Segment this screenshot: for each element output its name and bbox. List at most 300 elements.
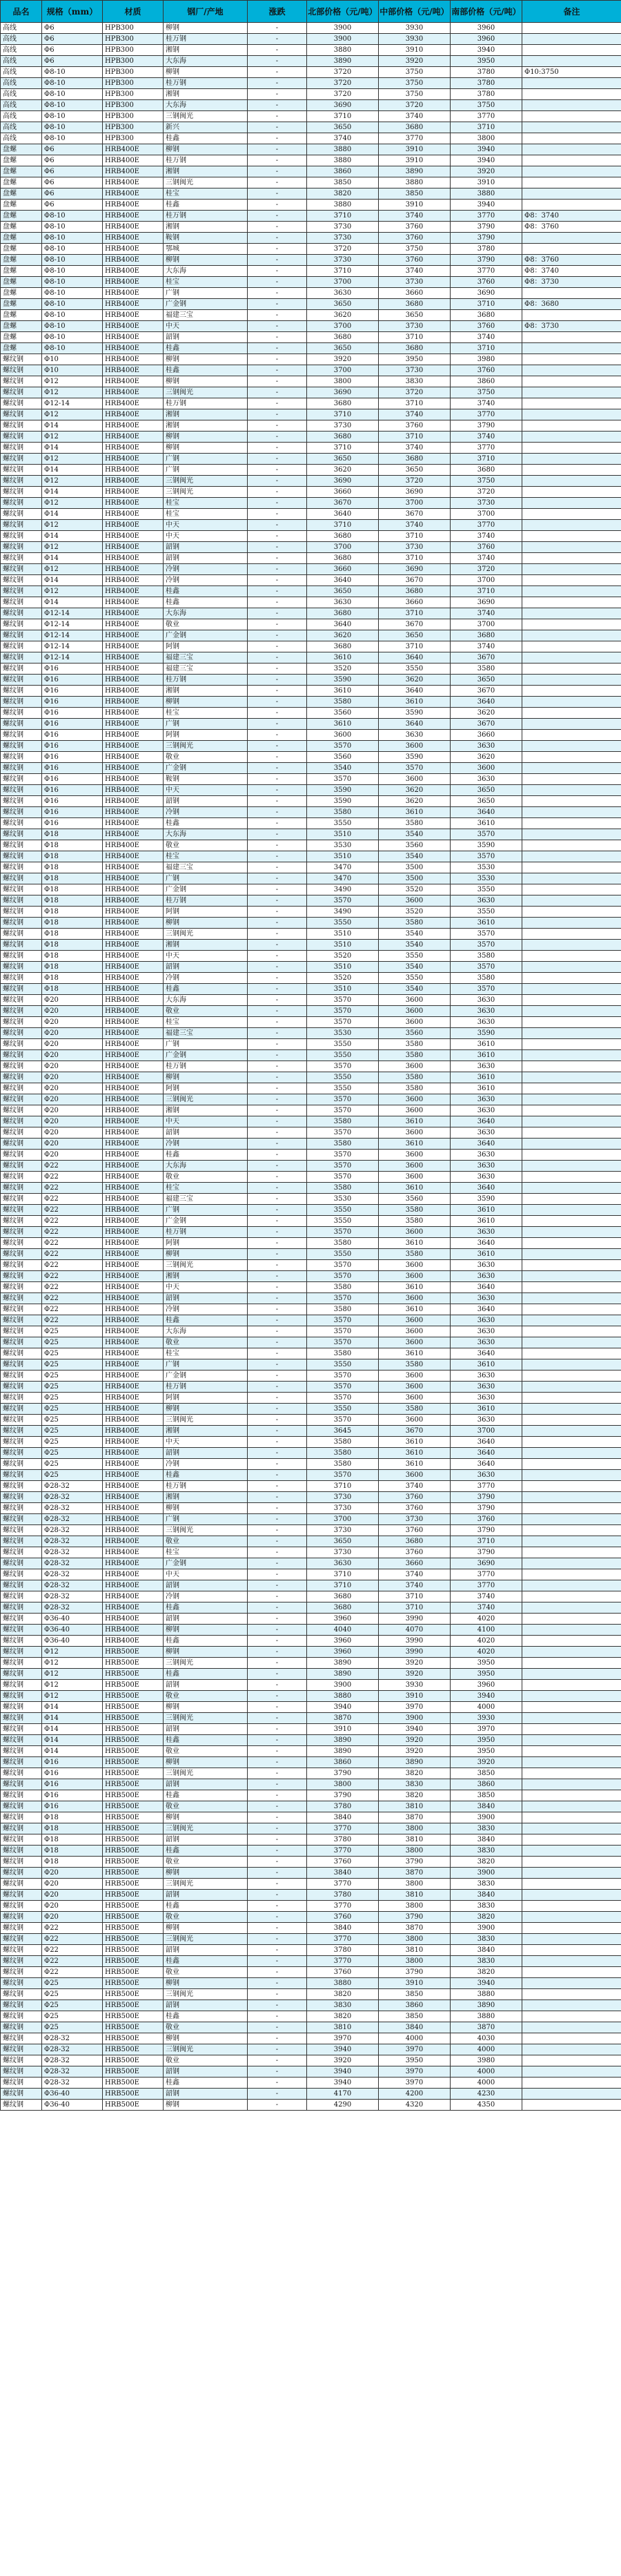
cell-central-price: 3690 <box>379 564 451 575</box>
cell-product: 盘螺 <box>1 277 42 288</box>
cell-note <box>522 1470 621 1481</box>
cell-change: - <box>248 675 307 686</box>
table-row <box>1 940 621 951</box>
table-row <box>1 664 621 675</box>
cell-north-price: 3730 <box>307 420 379 432</box>
cell-change: - <box>248 984 307 995</box>
cell-central-price: 3920 <box>379 1735 451 1746</box>
cell-mill: 敬业 <box>164 619 248 630</box>
table-row <box>1 840 621 851</box>
cell-material: HRB500E <box>103 1945 164 1956</box>
cell-material: HRB400E <box>103 332 164 343</box>
cell-south-price: 3640 <box>451 1348 522 1359</box>
table-row <box>1 1989 621 2000</box>
cell-south-price: 3700 <box>451 619 522 630</box>
table-row <box>1 1669 621 1680</box>
cell-north-price: 3710 <box>307 1569 379 1580</box>
cell-central-price: 3560 <box>379 1194 451 1205</box>
cell-south-price: 3760 <box>451 542 522 553</box>
cell-mill: 桂万钢 <box>164 398 248 409</box>
cell-change: - <box>248 1293 307 1304</box>
cell-change: - <box>248 1359 307 1371</box>
cell-spec: Φ16 <box>42 664 103 675</box>
cell-product: 螺纹钢 <box>1 752 42 763</box>
cell-central-price: 3580 <box>379 1072 451 1083</box>
cell-central-price: 3580 <box>379 1216 451 1227</box>
cell-spec: Φ12 <box>42 1680 103 1691</box>
cell-product: 螺纹钢 <box>1 1923 42 1934</box>
cell-south-price: 3740 <box>451 1602 522 1614</box>
table-row <box>1 796 621 807</box>
cell-central-price: 3740 <box>379 211 451 222</box>
cell-note <box>522 1901 621 1912</box>
table-row <box>1 1514 621 1525</box>
cell-material: HRB400E <box>103 1304 164 1315</box>
cell-spec: Φ16 <box>42 785 103 796</box>
cell-material: HRB400E <box>103 1492 164 1503</box>
cell-material: HRB400E <box>103 177 164 188</box>
cell-material: HRB500E <box>103 1779 164 1790</box>
cell-material: HRB400E <box>103 586 164 597</box>
table-row <box>1 586 621 597</box>
table-row <box>1 1868 621 1879</box>
cell-change: - <box>248 155 307 166</box>
cell-change: - <box>248 34 307 45</box>
cell-south-price: 3710 <box>451 343 522 354</box>
cell-central-price: 3850 <box>379 2011 451 2022</box>
cell-material: HRB400E <box>103 907 164 918</box>
cell-mill: 韶钢 <box>164 553 248 564</box>
cell-material: HRB400E <box>103 1558 164 1569</box>
cell-material: HRB400E <box>103 1216 164 1227</box>
cell-product: 螺纹钢 <box>1 1812 42 1823</box>
cell-north-price: 3510 <box>307 829 379 840</box>
cell-central-price: 3670 <box>379 619 451 630</box>
cell-spec: Φ14 <box>42 1724 103 1735</box>
cell-material: HRB400E <box>103 1326 164 1337</box>
cell-central-price: 3630 <box>379 730 451 741</box>
cell-change: - <box>248 785 307 796</box>
cell-change: - <box>248 1371 307 1382</box>
cell-material: HRB400E <box>103 1359 164 1371</box>
cell-mill: 韶钢 <box>164 1448 248 1459</box>
cell-material: HRB400E <box>103 1614 164 1625</box>
table-row <box>1 420 621 432</box>
table-row <box>1 1470 621 1481</box>
cell-central-price: 3540 <box>379 829 451 840</box>
table-row <box>1 454 621 465</box>
cell-mill: 阿钢 <box>164 730 248 741</box>
cell-central-price: 3740 <box>379 1481 451 1492</box>
table-row <box>1 365 621 376</box>
table-row <box>1 1901 621 1912</box>
cell-north-price: 3590 <box>307 675 379 686</box>
table-row <box>1 1547 621 1558</box>
cell-note <box>522 597 621 608</box>
cell-mill: 广金钢 <box>164 1558 248 1569</box>
table-row <box>1 310 621 321</box>
cell-note <box>522 166 621 177</box>
cell-north-price: 3940 <box>307 2066 379 2078</box>
cell-central-price: 4070 <box>379 1625 451 1636</box>
cell-product: 螺纹钢 <box>1 1834 42 1846</box>
cell-central-price: 3740 <box>379 443 451 454</box>
cell-change: - <box>248 1006 307 1017</box>
cell-mill: 阿钢 <box>164 1083 248 1094</box>
cell-mill: 桂万钢 <box>164 1061 248 1072</box>
cell-spec: Φ8-10 <box>42 277 103 288</box>
table-row <box>1 1636 621 1647</box>
cell-mill: 柳钢 <box>164 1404 248 1415</box>
cell-note <box>522 829 621 840</box>
cell-change: - <box>248 1326 307 1337</box>
cell-change: - <box>248 1989 307 2000</box>
cell-mill: 柳钢 <box>164 1702 248 1713</box>
cell-south-price: 3830 <box>451 1934 522 1945</box>
cell-product: 螺纹钢 <box>1 1105 42 1116</box>
cell-spec: Φ12-14 <box>42 608 103 619</box>
cell-south-price: 3640 <box>451 1183 522 1194</box>
cell-south-price: 3850 <box>451 1790 522 1801</box>
cell-central-price: 3590 <box>379 752 451 763</box>
cell-note <box>522 1304 621 1315</box>
cell-material: HRB400E <box>103 1404 164 1415</box>
cell-material: HRB400E <box>103 940 164 951</box>
cell-change: - <box>248 420 307 432</box>
cell-product: 螺纹钢 <box>1 1437 42 1448</box>
cell-south-price: 3820 <box>451 1967 522 1978</box>
cell-material: HPB300 <box>103 133 164 144</box>
cell-change: - <box>248 1150 307 1161</box>
table-row <box>1 1625 621 1636</box>
cell-central-price: 3560 <box>379 1028 451 1039</box>
cell-note <box>522 1006 621 1017</box>
cell-material: HRB500E <box>103 2022 164 2033</box>
cell-spec: Φ14 <box>42 597 103 608</box>
cell-note <box>522 1238 621 1249</box>
cell-north-price: 3960 <box>307 1636 379 1647</box>
cell-mill: 三钢闽光 <box>164 1658 248 1669</box>
cell-south-price: 3960 <box>451 34 522 45</box>
cell-spec: Φ8-10 <box>42 122 103 133</box>
cell-product: 螺纹钢 <box>1 1161 42 1172</box>
cell-mill: 桂鑫 <box>164 1636 248 1647</box>
cell-note <box>522 1393 621 1404</box>
cell-product: 螺纹钢 <box>1 1039 42 1050</box>
cell-north-price: 3510 <box>307 984 379 995</box>
cell-north-price: 3520 <box>307 951 379 962</box>
cell-south-price: 3630 <box>451 774 522 785</box>
cell-central-price: 3680 <box>379 586 451 597</box>
cell-note <box>522 454 621 465</box>
cell-material: HRB400E <box>103 597 164 608</box>
cell-north-price: 3680 <box>307 531 379 542</box>
cell-spec: Φ28-32 <box>42 1525 103 1536</box>
cell-spec: Φ12-14 <box>42 630 103 641</box>
cell-note <box>522 1691 621 1702</box>
cell-spec: Φ36-40 <box>42 2089 103 2100</box>
cell-central-price: 3660 <box>379 597 451 608</box>
table-row <box>1 1017 621 1028</box>
cell-product: 螺纹钢 <box>1 1636 42 1647</box>
cell-south-price: 3640 <box>451 1448 522 1459</box>
cell-product: 螺纹钢 <box>1 1481 42 1492</box>
cell-material: HRB400E <box>103 432 164 443</box>
table-row <box>1 1415 621 1426</box>
cell-spec: Φ28-32 <box>42 1580 103 1591</box>
table-row <box>1 487 621 498</box>
cell-spec: Φ20 <box>42 1061 103 1072</box>
cell-mill: 敬业 <box>164 2022 248 2033</box>
cell-central-price: 3860 <box>379 2000 451 2011</box>
cell-material: HRB400E <box>103 420 164 432</box>
cell-note <box>522 1150 621 1161</box>
cell-change: - <box>248 1382 307 1393</box>
cell-mill: 三钢闽光 <box>164 1823 248 1834</box>
cell-central-price: 3750 <box>379 89 451 100</box>
cell-note <box>522 1967 621 1978</box>
cell-north-price: 3700 <box>307 277 379 288</box>
cell-material: HRB500E <box>103 1890 164 1901</box>
cell-material: HRB400E <box>103 1547 164 1558</box>
cell-spec: Φ20 <box>42 1139 103 1150</box>
cell-note <box>522 962 621 973</box>
table-row <box>1 2100 621 2111</box>
cell-south-price: 3700 <box>451 509 522 520</box>
cell-north-price: 3470 <box>307 873 379 884</box>
cell-change: - <box>248 1625 307 1636</box>
cell-material: HRB400E <box>103 1161 164 1172</box>
cell-north-price: 3810 <box>307 2022 379 2033</box>
cell-product: 螺纹钢 <box>1 1393 42 1404</box>
cell-mill: 敬业 <box>164 1006 248 1017</box>
cell-spec: Φ22 <box>42 1183 103 1194</box>
cell-note <box>522 1348 621 1359</box>
cell-change: - <box>248 122 307 133</box>
table-row <box>1 465 621 476</box>
cell-material: HRB400E <box>103 984 164 995</box>
cell-note <box>522 1823 621 1834</box>
cell-central-price: 3580 <box>379 1205 451 1216</box>
cell-product: 螺纹钢 <box>1 730 42 741</box>
cell-change: - <box>248 1868 307 1879</box>
cell-central-price: 3600 <box>379 995 451 1006</box>
table-row <box>1 1702 621 1713</box>
cell-north-price: 3570 <box>307 1271 379 1282</box>
cell-change: - <box>248 608 307 619</box>
cell-central-price: 3750 <box>379 244 451 255</box>
table-row <box>1 873 621 884</box>
cell-note <box>522 1713 621 1724</box>
cell-mill: 三钢闽光 <box>164 1934 248 1945</box>
cell-change: - <box>248 1525 307 1536</box>
cell-product: 螺纹钢 <box>1 2089 42 2100</box>
cell-central-price: 3950 <box>379 2055 451 2066</box>
cell-mill: 韶钢 <box>164 1834 248 1846</box>
cell-product: 盘螺 <box>1 155 42 166</box>
cell-change: - <box>248 1393 307 1404</box>
cell-central-price: 4000 <box>379 2033 451 2044</box>
cell-material: HRB500E <box>103 1868 164 1879</box>
cell-note <box>522 100 621 111</box>
cell-change: - <box>248 730 307 741</box>
cell-south-price: 3630 <box>451 1393 522 1404</box>
cell-south-price: 3740 <box>451 1591 522 1602</box>
cell-change: - <box>248 1658 307 1669</box>
cell-note <box>522 288 621 299</box>
cell-north-price: 3550 <box>307 818 379 829</box>
cell-spec: Φ12 <box>42 564 103 575</box>
cell-spec: Φ25 <box>42 1382 103 1393</box>
cell-central-price: 3970 <box>379 1702 451 1713</box>
cell-north-price: 3610 <box>307 652 379 664</box>
cell-spec: Φ22 <box>42 1956 103 1967</box>
cell-material: HRB400E <box>103 1382 164 1393</box>
cell-material: HRB400E <box>103 1448 164 1459</box>
cell-spec: Φ18 <box>42 951 103 962</box>
cell-note <box>522 1680 621 1691</box>
cell-spec: Φ18 <box>42 929 103 940</box>
cell-spec: Φ22 <box>42 1282 103 1293</box>
table-row <box>1 564 621 575</box>
cell-south-price: 3630 <box>451 1271 522 1282</box>
cell-spec: Φ22 <box>42 1315 103 1326</box>
cell-note <box>522 918 621 929</box>
cell-product: 螺纹钢 <box>1 619 42 630</box>
cell-material: HRB400E <box>103 1039 164 1050</box>
cell-material: HRB400E <box>103 1470 164 1481</box>
cell-product: 螺纹钢 <box>1 1658 42 1669</box>
table-row <box>1 211 621 222</box>
cell-north-price: 3860 <box>307 1757 379 1768</box>
table-row <box>1 1183 621 1194</box>
cell-product: 螺纹钢 <box>1 2044 42 2055</box>
cell-mill: 韶钢 <box>164 1614 248 1625</box>
cell-product: 螺纹钢 <box>1 1912 42 1923</box>
cell-note: Φ8：3740 <box>522 266 621 277</box>
table-row <box>1 752 621 763</box>
cell-change: - <box>248 1879 307 1890</box>
cell-change: - <box>248 918 307 929</box>
table-row <box>1 1404 621 1415</box>
cell-south-price: 3780 <box>451 244 522 255</box>
cell-south-price: 3680 <box>451 630 522 641</box>
cell-mill: 中天 <box>164 531 248 542</box>
table-row <box>1 1591 621 1602</box>
cell-product: 螺纹钢 <box>1 1249 42 1260</box>
table-row <box>1 608 621 619</box>
cell-north-price: 3720 <box>307 78 379 89</box>
cell-central-price: 3680 <box>379 299 451 310</box>
cell-product: 螺纹钢 <box>1 1150 42 1161</box>
cell-material: HRB400E <box>103 730 164 741</box>
cell-north-price: 3650 <box>307 454 379 465</box>
table-row <box>1 1238 621 1249</box>
cell-note <box>522 895 621 907</box>
cell-spec: Φ12 <box>42 1647 103 1658</box>
cell-product: 高线 <box>1 100 42 111</box>
table-row <box>1 1260 621 1271</box>
cell-spec: Φ14 <box>42 1702 103 1713</box>
cell-north-price: 3590 <box>307 785 379 796</box>
cell-central-price: 3930 <box>379 34 451 45</box>
cell-north-price: 3645 <box>307 1426 379 1437</box>
table-row <box>1 1647 621 1658</box>
cell-change: - <box>248 1691 307 1702</box>
cell-material: HRB400E <box>103 929 164 940</box>
cell-south-price: 3860 <box>451 1779 522 1790</box>
cell-note <box>522 951 621 962</box>
cell-change: - <box>248 1061 307 1072</box>
cell-north-price: 3520 <box>307 973 379 984</box>
cell-spec: Φ14 <box>42 1713 103 1724</box>
cell-mill: 柳钢 <box>164 67 248 78</box>
cell-north-price: 3510 <box>307 929 379 940</box>
cell-note <box>522 564 621 575</box>
cell-central-price: 3730 <box>379 542 451 553</box>
cell-note <box>522 1547 621 1558</box>
cell-south-price: 4020 <box>451 1614 522 1625</box>
cell-material: HRB400E <box>103 1371 164 1382</box>
cell-change: - <box>248 630 307 641</box>
cell-note <box>522 111 621 122</box>
cell-product: 螺纹钢 <box>1 1558 42 1569</box>
cell-spec: Φ20 <box>42 1116 103 1127</box>
cell-spec: Φ20 <box>42 1127 103 1139</box>
cell-south-price: 3850 <box>451 1768 522 1779</box>
cell-spec: Φ20 <box>42 995 103 1006</box>
cell-south-price: 3790 <box>451 233 522 244</box>
cell-product: 螺纹钢 <box>1 1602 42 1614</box>
cell-product: 螺纹钢 <box>1 1359 42 1371</box>
cell-mill: 桂宝 <box>164 1348 248 1359</box>
cell-spec: Φ20 <box>42 1912 103 1923</box>
cell-product: 螺纹钢 <box>1 1757 42 1768</box>
cell-product: 高线 <box>1 78 42 89</box>
cell-mill: 桂鑫 <box>164 984 248 995</box>
cell-south-price: 3630 <box>451 1326 522 1337</box>
cell-spec: Φ16 <box>42 807 103 818</box>
cell-mill: 三钢闽光 <box>164 2044 248 2055</box>
cell-south-price: 3630 <box>451 1470 522 1481</box>
cell-north-price: 3700 <box>307 321 379 332</box>
cell-north-price: 3550 <box>307 1404 379 1415</box>
cell-central-price: 3720 <box>379 476 451 487</box>
cell-change: - <box>248 376 307 387</box>
cell-change: - <box>248 387 307 398</box>
cell-north-price: 3570 <box>307 1061 379 1072</box>
cell-mill: 桂鑫 <box>164 1956 248 1967</box>
cell-product: 螺纹钢 <box>1 708 42 719</box>
cell-mill: 敬业 <box>164 2055 248 2066</box>
cell-south-price: 3610 <box>451 1039 522 1050</box>
cell-change: - <box>248 1161 307 1172</box>
cell-mill: 冷钢 <box>164 1591 248 1602</box>
cell-change: - <box>248 1315 307 1326</box>
cell-spec: Φ10 <box>42 354 103 365</box>
table-row <box>1 443 621 454</box>
cell-note <box>522 1757 621 1768</box>
cell-mill: 广金钢 <box>164 299 248 310</box>
cell-south-price: 3900 <box>451 1868 522 1879</box>
cell-spec: Φ8-10 <box>42 343 103 354</box>
cell-mill: 广金钢 <box>164 1371 248 1382</box>
table-row <box>1 2078 621 2089</box>
cell-south-price: 3570 <box>451 829 522 840</box>
cell-north-price: 3680 <box>307 608 379 619</box>
cell-change: - <box>248 487 307 498</box>
cell-material: HRB500E <box>103 1989 164 2000</box>
